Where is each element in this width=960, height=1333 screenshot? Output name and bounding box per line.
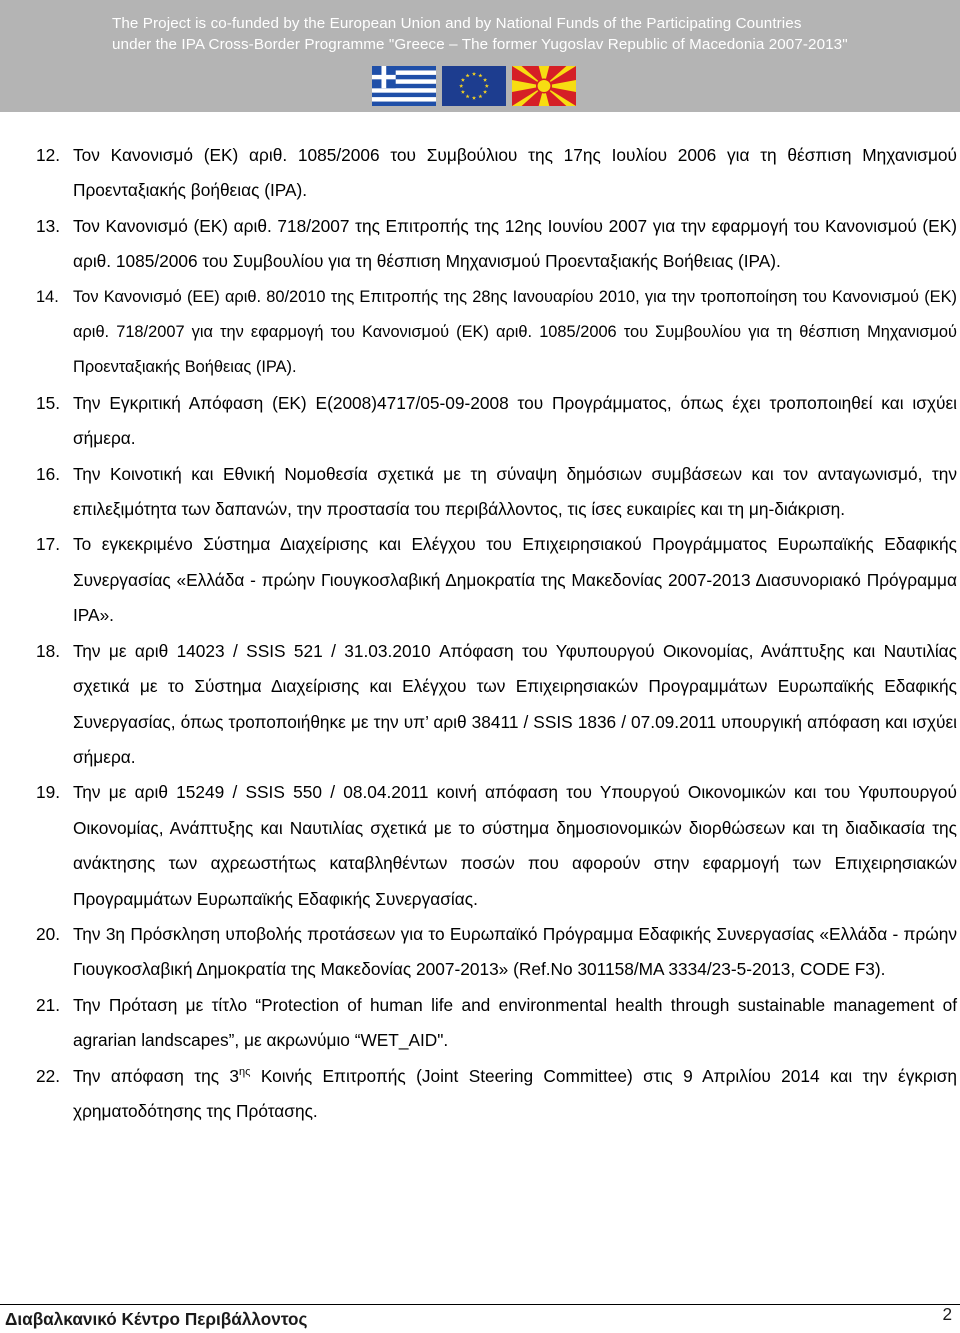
list-item — [36, 457, 957, 528]
item-text-end: Κοινής Επιτροπής (Joint Steering Committee) στις 9 Απριλίου 2014 και την έγκριση χρηματοδότησης της Πρότασης. — [73, 1065, 957, 1121]
list-item — [36, 209, 957, 280]
item-text: Την Πρόταση με τίτλο “Protection of human life and environmental health through sustainable management of agrarian landscapes”, με ακρωνύμιο “WET_AID". — [73, 994, 957, 1051]
footer-divider — [0, 1304, 960, 1305]
item-text: Το εγκεκριμένο Σύστημα Διαχείρισης και Ελέγχου του Επιχειρησιακού Προγράμματος Ευρωπαϊκής Εδαφικής Συνεργασίας «Ελλάδα - πρώην Γιουγκοσλαβική Δημοκρατία της Μακεδονίας 2007-2013 Διασυνοριακό Πρόγραμμα IPA». — [73, 534, 957, 626]
item-number: 14. — [36, 287, 59, 306]
item-number: 17. — [36, 534, 61, 555]
ordinal-superscript: ης — [239, 1065, 251, 1078]
list-item — [36, 527, 957, 633]
item-number: 16. — [36, 463, 61, 484]
item-text: Την Εγκριτική Απόφαση (ΕΚ) Ε(2008)4717/05-09-2008 του Προγράμματος, όπως έχει τροποποιηθεί και ισχύει σήμερα. — [73, 392, 957, 449]
page-number: 2 — [942, 1304, 952, 1324]
item-text: Την με αριθ 14023 / SSIS 521 / 31.03.2010 Απόφαση του Υφυπουργού Οικονομίας, Ανάπτυξης και Ναυτιλίας σχετικά με το Σύστημα Διαχείρισης και Ελέγχου των Επιχειρησιακών Προγραμμάτων Ευρωπαϊκής Εδαφικής Συνεργασίας, όπως τροποποιήθηκε με την υπ’ αριθ 38411 / SSIS 1836 / 07.09.2011 υπουργική απόφαση και ισχύει σήμερα. — [73, 640, 957, 767]
item-text-start: Την απόφαση της 3 — [73, 1065, 240, 1086]
macedonia-flag-icon — [512, 66, 576, 106]
item-text: Την 3η Πρόσκληση υποβολής προτάσεων για το Ευρωπαϊκό Πρόγραμμα Εδαφικής Συνεργασίας «Ελλάδα - πρώην Γιουγκοσλαβική Δημοκρατία της Μακεδονίας 2007-2013» (Ref.No 301158/MA 3334/23-5-2013, CODE F3). — [73, 923, 957, 980]
cofunding-banner — [0, 0, 960, 112]
item-text: Τον Κανονισμό (ΕΕ) αριθ. 80/2010 της Επιτροπής της 28ης Ιανουαρίου 2010, για την τροποποίηση του Κανονισμού (ΕΚ) αριθ. 718/2007 για την εφαρμογή του Κανονισμού (ΕΚ) αριθ. 1085/2006 του Συμβουλίου για τη θέσπιση Μηχανισμού Προενταξιακής Βοήθειας (IPA). — [73, 287, 957, 377]
banner-line-1: The Project is co-funded by the European Union and by National Funds of the Participating Countries — [112, 15, 802, 32]
list-item — [36, 386, 957, 457]
list-item — [36, 634, 957, 776]
item-number: 12. — [36, 145, 61, 165]
eu-flag-icon — [442, 66, 506, 106]
list-item — [36, 775, 957, 917]
list-item — [36, 1059, 957, 1130]
item-number: 19. — [36, 782, 61, 803]
list-item — [36, 917, 957, 988]
item-number: 21. — [36, 994, 61, 1015]
item-number: 22. — [36, 1065, 61, 1086]
item-text: Τον Κανονισμό (ΕΚ) αριθ. 718/2007 της Επιτροπής της 12ης Ιουνίου 2007 για την εφαρμογή του Κανονισμού (ΕΚ) αριθ. 1085/2006 του Συμβουλίου για τη θέσπιση Μηχανισμού Προενταξιακής Βοήθειας (IPA). — [73, 215, 957, 272]
list-item — [36, 280, 957, 386]
item-text: Την Κοινοτική και Εθνική Νομοθεσία σχετικά με τη σύναψη δημόσιων συμβάσεων και τον ανταγωνισμό, την επιλεξιμότητα των δαπανών, την προστασία του περιβάλλοντος, τις ίσες ευκαιρίες και τη μη-διάκριση. — [73, 463, 957, 520]
footer-organization: Διαβαλκανικό Κέντρο Περιβάλλοντος — [5, 1309, 308, 1329]
list-item — [36, 138, 957, 209]
item-number: 15. — [36, 392, 61, 413]
item-text: Την με αριθ 15249 / SSIS 550 / 08.04.2011 κοινή απόφαση του Υπουργού Οικονομικών και του Υφυπουργού Οικονομίας, Ανάπτυξης και Ναυτιλίας σχετικά με το σύστημα δημοσιονομικών διορθώσεων και τη διαδικασία της ανάκτησης των αχρεωστήτως καταβληθέντων ποσών που αφορούν στην εφαρμογή των Επιχειρησιακών Προγραμμάτων Ευρωπαϊκής Εδαφικής Συνεργασίας. — [73, 782, 957, 909]
item-number: 20. — [36, 923, 61, 944]
legal-basis-list — [36, 138, 957, 1129]
item-number: 13. — [36, 215, 61, 236]
greece-flag-icon — [372, 66, 436, 106]
item-number: 18. — [36, 640, 61, 661]
list-item — [36, 988, 957, 1059]
banner-line-2: under the IPA Cross-Border Programme "Greece – The former Yugoslav Republic of Macedonia 2007-2013" — [112, 36, 848, 53]
item-text: Τον Κανονισμό (ΕΚ) αριθ. 1085/2006 του Συμβούλιου της 17ης Ιουλίου 2006 για τη θέσπιση Μηχανισμού Προενταξιακής βοήθειας (IPA). — [73, 145, 957, 201]
